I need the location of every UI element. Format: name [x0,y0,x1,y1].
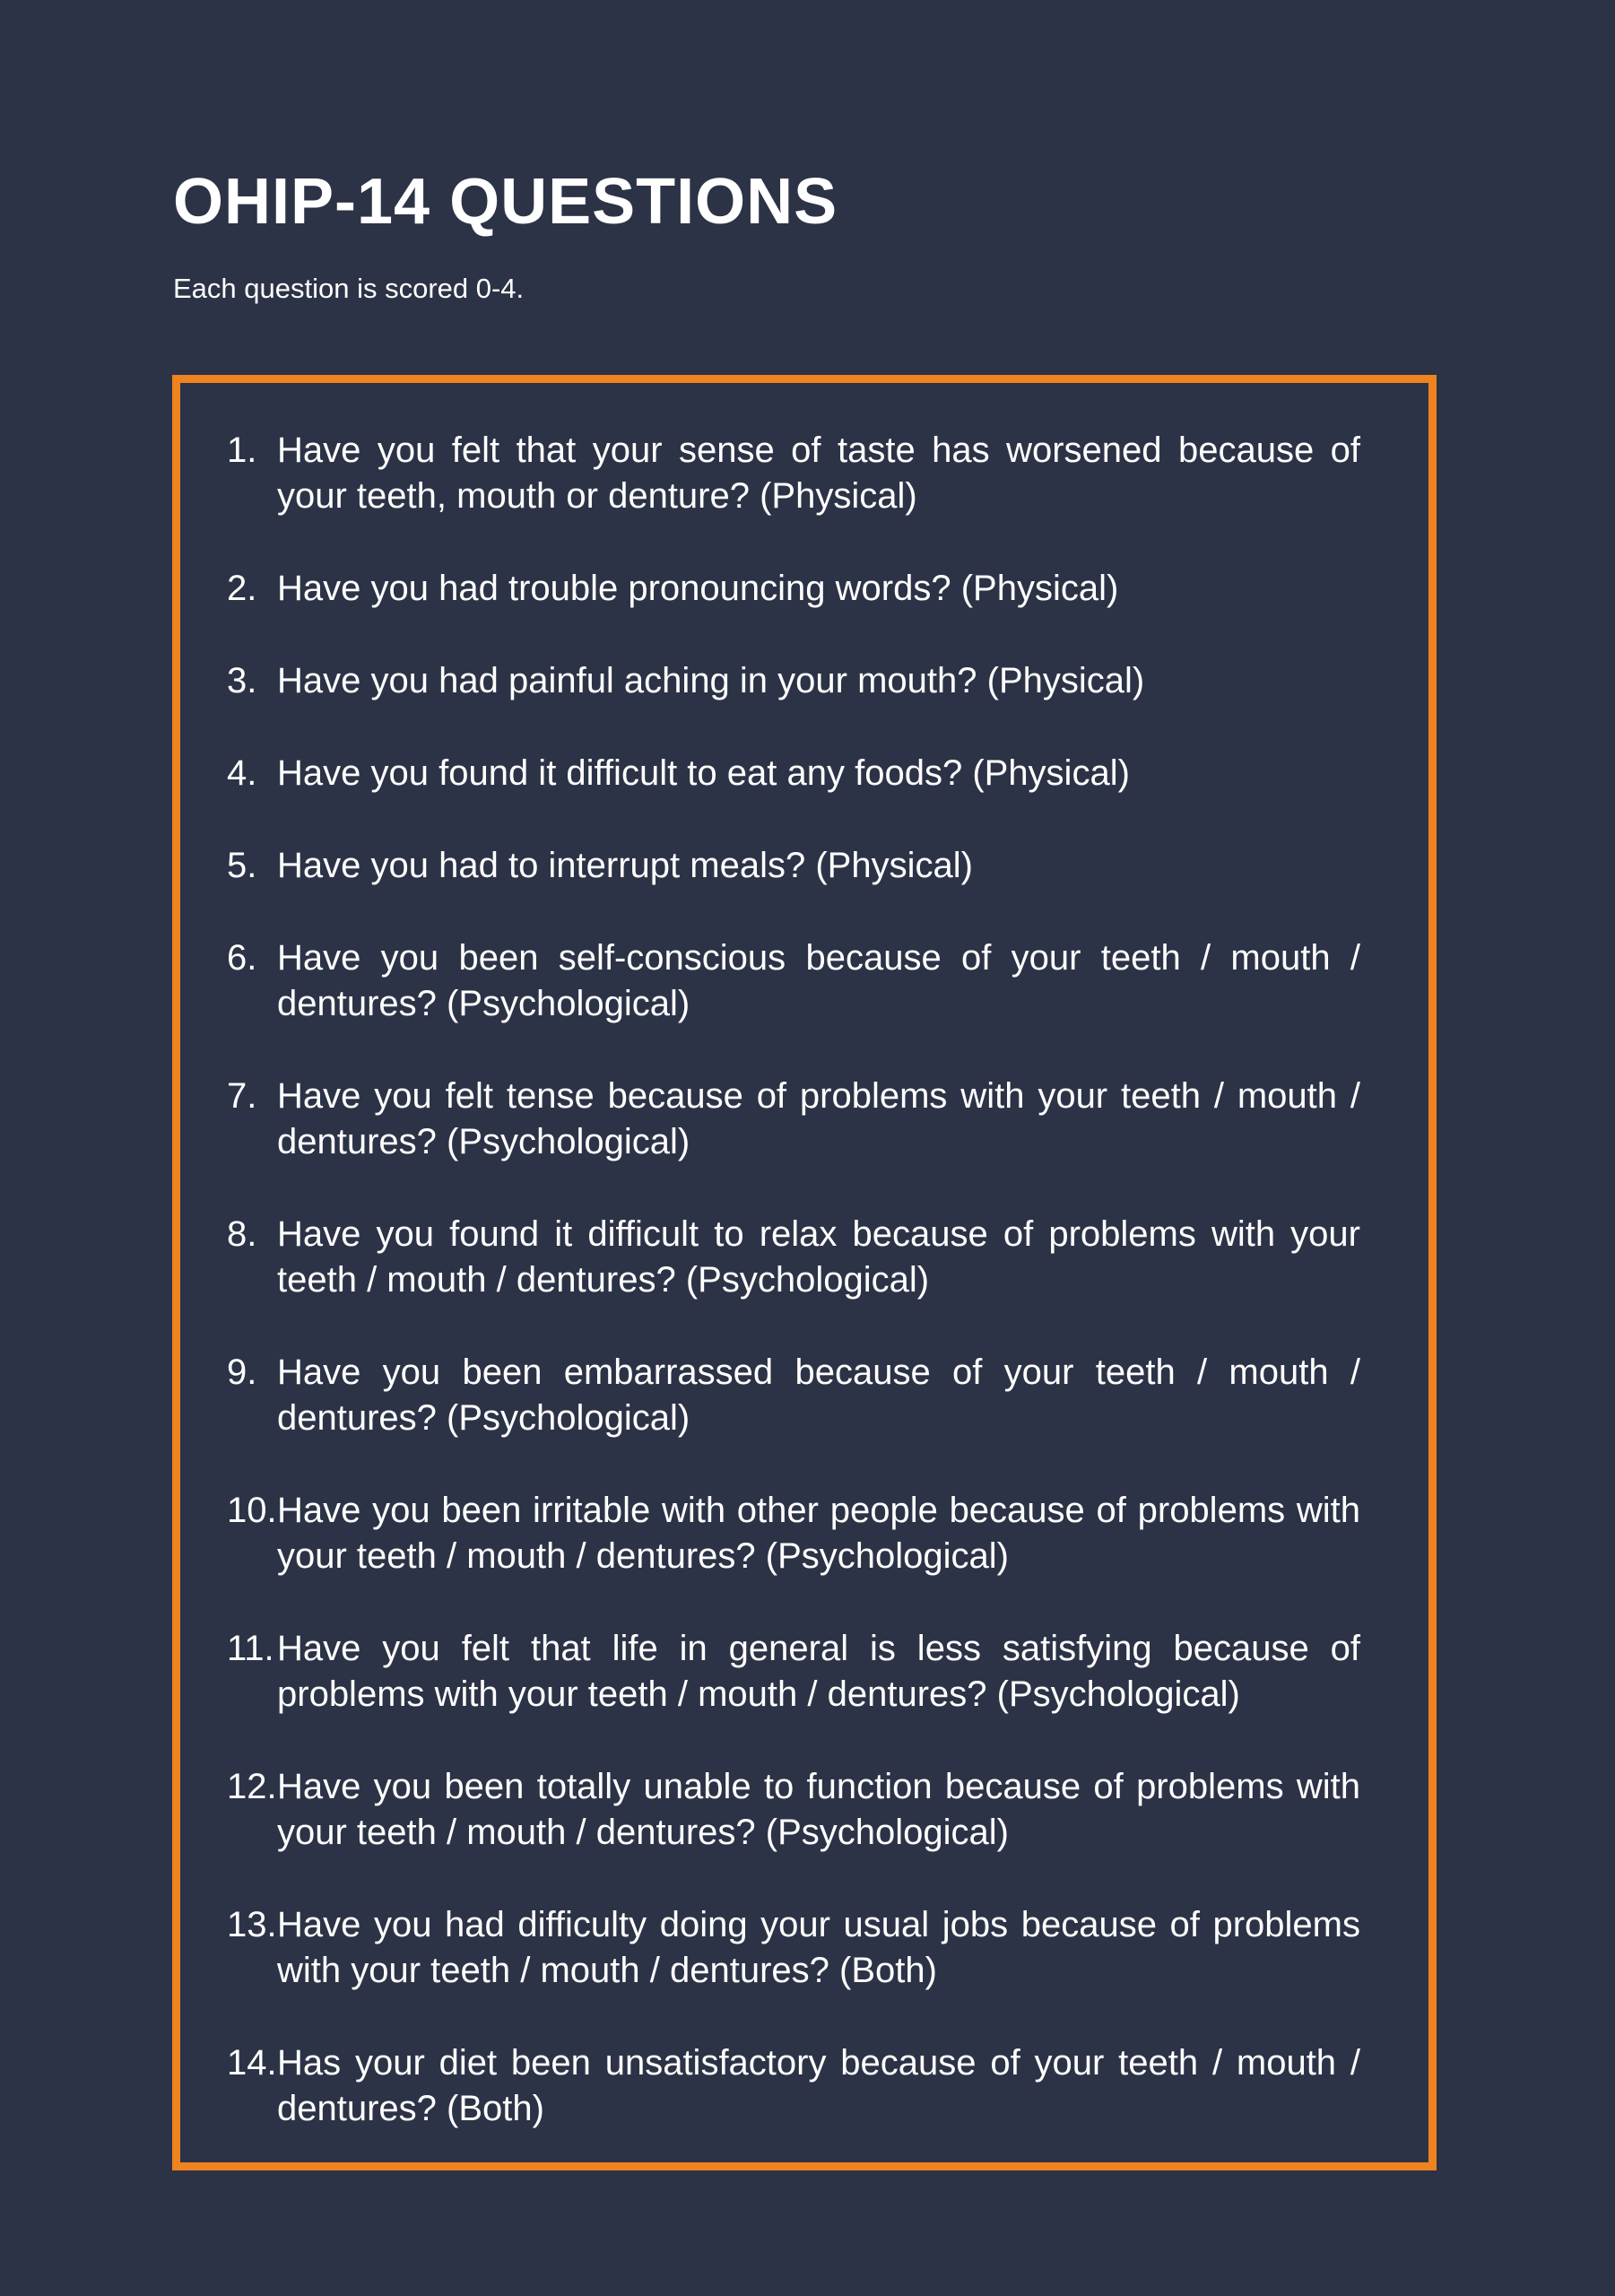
question-text: Have you had trouble pronouncing words? (Physical) [277,569,1119,608]
question-item-9 [227,1350,1360,1441]
question-text: Have you had to interrupt meals? (Physical) [277,846,973,885]
question-number: 13. [227,1905,277,1944]
question-item-14 [227,2040,1360,2132]
question-text: Have you been irritable with other people because of problems with your teeth / mouth / dentures? (Psychological) [277,1491,1360,1576]
question-text: Have you felt that your sense of taste has worsened because of your teeth, mouth or denture? (Physical) [277,430,1360,516]
question-item-5 [227,843,1360,889]
page-title: OHIP-14 QUESTIONS [173,166,838,238]
question-text: Have you been self-conscious because of your teeth / mouth / dentures? (Psychological) [277,938,1360,1023]
question-number: 4. [227,753,257,793]
question-item-7 [227,1074,1360,1165]
question-item-4 [227,751,1360,796]
question-text: Have you found it difficult to relax because of problems with your teeth / mouth / dentures? (Psychological) [277,1214,1360,1300]
question-number: 3. [227,661,257,700]
question-text: Has your diet been unsatisfactory because of your teeth / mouth / dentures? (Both) [277,2043,1360,2128]
question-number: 1. [227,430,257,470]
question-number: 5. [227,846,257,885]
question-text: Have you found it difficult to eat any foods? (Physical) [277,753,1130,793]
page-subtitle: Each question is scored 0-4. [173,273,525,304]
question-number: 7. [227,1076,257,1116]
question-text: Have you felt tense because of problems with your teeth / mouth / dentures? (Psychological) [277,1076,1360,1161]
question-item-10 [227,1488,1360,1579]
question-number: 9. [227,1352,257,1392]
question-text: Have you had difficulty doing your usual jobs because of problems with your teeth / mouth / dentures? (Both) [277,1905,1360,1990]
question-item-8 [227,1212,1360,1303]
question-number: 11. [227,1629,274,1668]
question-number: 14. [227,2043,277,2083]
question-number: 2. [227,569,257,608]
question-number: 6. [227,938,257,978]
question-text: Have you felt that life in general is less satisfying because of problems with your teeth / mouth / dentures? (Psychological) [277,1629,1360,1714]
question-number: 12. [227,1767,277,1806]
question-text: Have you been totally unable to function because of problems with your teeth / mouth / dentures? (Psychological) [277,1767,1360,1852]
questions-box [172,375,1437,2170]
question-list [227,428,1360,2132]
question-item-12 [227,1764,1360,1856]
question-item-3 [227,658,1360,704]
question-text: Have you had painful aching in your mouth? (Physical) [277,661,1145,700]
question-item-6 [227,935,1360,1027]
question-number: 8. [227,1214,257,1254]
question-item-13 [227,1902,1360,1994]
question-number: 10. [227,1491,277,1530]
question-text: Have you been embarrassed because of your teeth / mouth / dentures? (Psychological) [277,1352,1360,1438]
question-item-1 [227,428,1360,519]
question-item-2 [227,566,1360,612]
question-item-11 [227,1626,1360,1718]
